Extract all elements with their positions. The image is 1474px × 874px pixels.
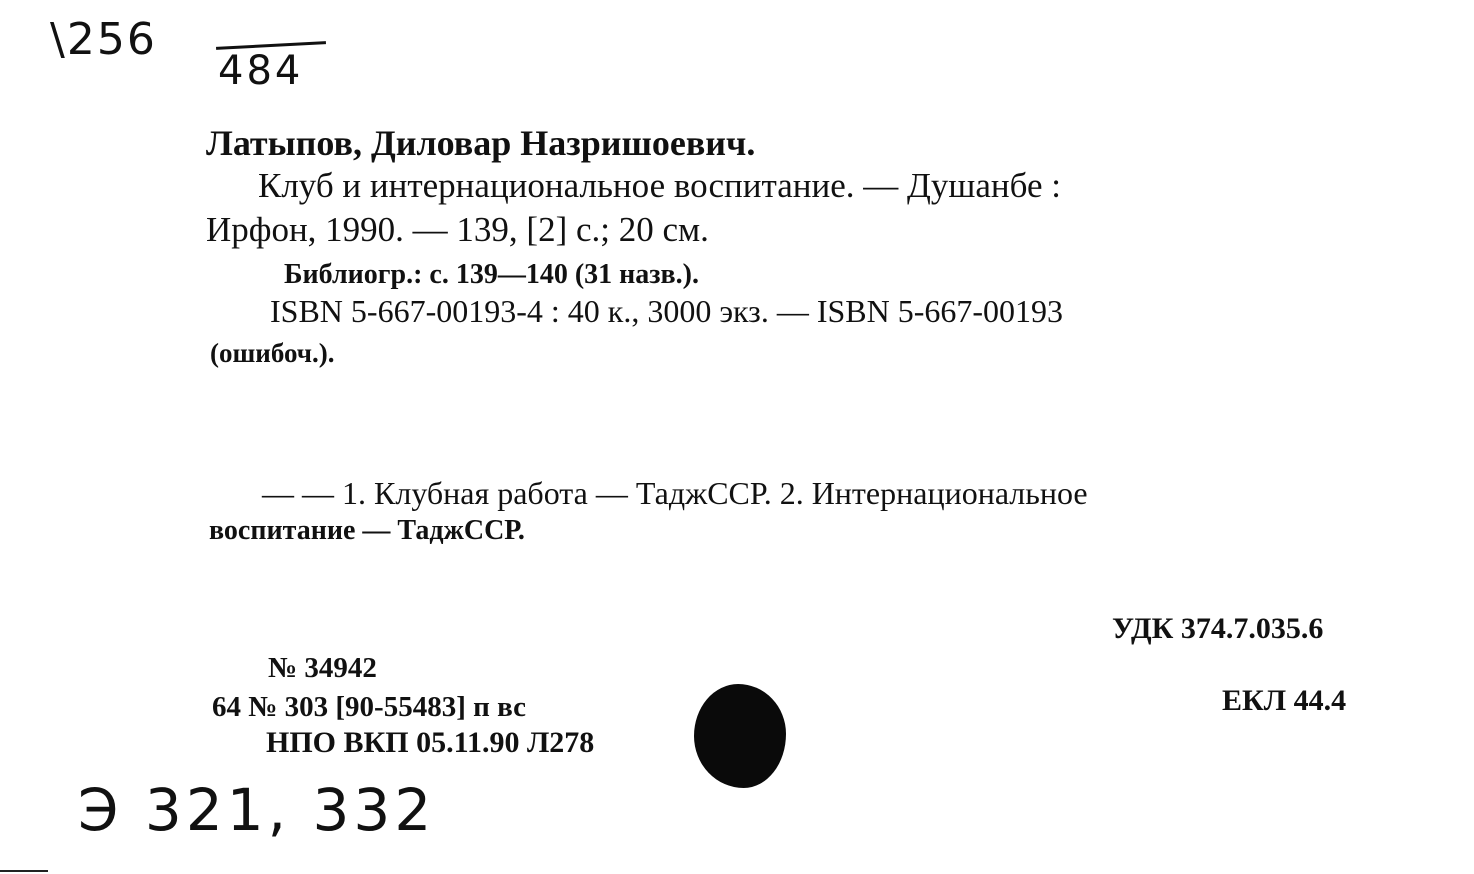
ink-blot <box>694 684 786 788</box>
subjects-line-2: воспитание — ТаджССР. <box>209 515 525 546</box>
subjects-line-1: — — 1. Клубная работа — ТаджССР. 2. Интернациональное <box>262 475 1088 511</box>
isbn-note: (ошибоч.). <box>210 338 335 368</box>
title-line-1: Клуб и интернациональное воспитание. — Душанбе : <box>258 166 1061 205</box>
title-line-2: Ирфон, 1990. — 139, [2] с.; 20 см. <box>206 210 709 249</box>
handwritten-shelf-code: Э 321, 332 <box>78 776 436 844</box>
ekl-code: ЕКЛ 44.4 <box>1222 684 1347 717</box>
handwritten-code-text: \256 <box>50 14 157 65</box>
edge-line <box>0 870 48 872</box>
bibliography-note: Библиогр.: с. 139—140 (31 назв.). <box>284 259 699 290</box>
registry-npo: НПО ВКП 05.11.90 Л278 <box>266 726 595 759</box>
handwritten-number: 484 <box>218 48 304 94</box>
handwritten-code <box>46 14 346 104</box>
udk-code: УДК 374.7.035.6 <box>1112 612 1324 645</box>
author-heading: Латыпов, Диловар Назришоевич. <box>206 123 756 163</box>
registry-order: 64 № 303 [90-55483] п вс <box>212 691 526 723</box>
isbn-line: ISBN 5-667-00193-4 : 40 к., 3000 экз. — ISBN 5-667-00193 <box>270 293 1064 329</box>
registry-number: № 34942 <box>268 652 377 684</box>
